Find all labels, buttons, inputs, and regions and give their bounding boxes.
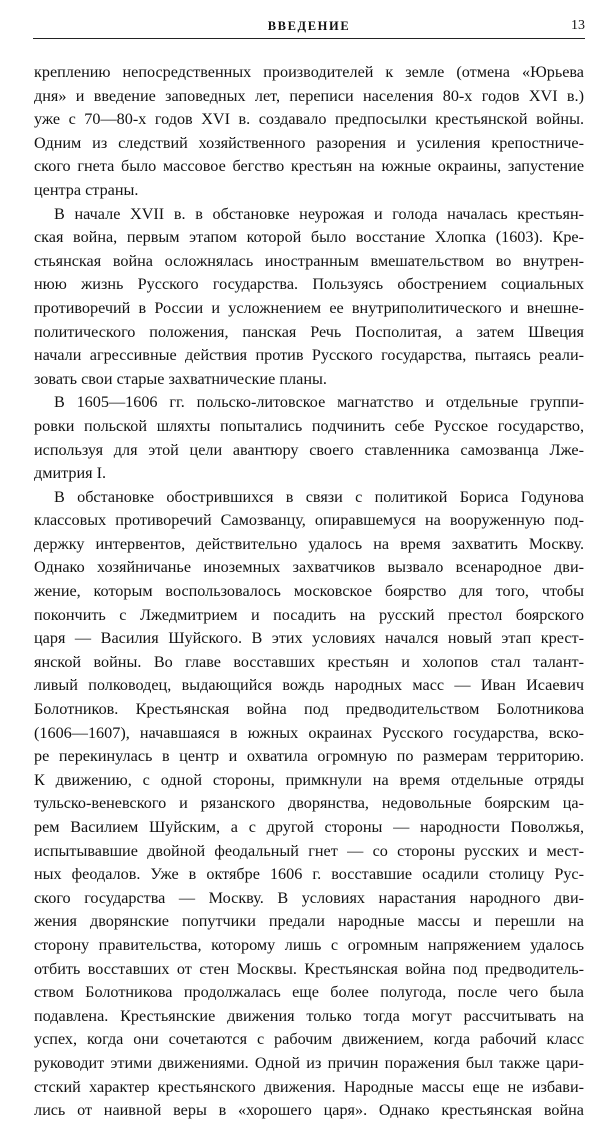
text-line: дмитрия I. bbox=[34, 464, 107, 483]
text-line: сторону правительства, которому лишь с огромным напряжением удалось bbox=[34, 935, 584, 954]
text-line: начали агрессивные действия против Русского государства, пытаясь реали- bbox=[34, 346, 584, 365]
text-line: ровки польской шляхты попытались подчинить себе Русское государство, bbox=[34, 416, 584, 435]
text-line: янской войны. Во главе восставших крестьян и холопов стал талант- bbox=[34, 652, 584, 671]
text-line: Болотников. Крестьянская война под предводительством Болотникова bbox=[34, 700, 584, 719]
paragraph bbox=[34, 486, 584, 1123]
text-line: покончить с Лжедмитрием и посадить на русский престол боярского bbox=[34, 605, 584, 624]
text-line: ре перекинулась в центр и охватила огромную по размерам территорию. bbox=[34, 747, 584, 766]
text-line: руководит этими движениями. Одной из причин поражения был также цари- bbox=[34, 1053, 584, 1072]
text-line: тульско-веневского и рязанского дворянства, недовольные боярским ца- bbox=[34, 794, 584, 813]
text-line: В обстановке обострившихся в связи с политикой Бориса Годунова bbox=[54, 487, 584, 506]
text-line: креплению непосредственных производителей к земле (отмена «Юрьева bbox=[34, 63, 584, 81]
text-line: царя — Василия Шуйского. В этих условиях начался новый этап крест- bbox=[34, 629, 584, 648]
text-line: В 1605—1606 гг. польско-литовское магнатство и отдельные группи- bbox=[54, 393, 584, 412]
text-line: Одним из следствий хозяйственного разорения и усиления крепостниче- bbox=[34, 133, 584, 152]
text-line: политического положения, панская Речь Посполитая, а затем Швеция bbox=[34, 322, 584, 341]
text-line: испытывавшие двойной феодальный гнет — со стороны русских и мест- bbox=[34, 841, 584, 860]
text-line: Однако хозяйничанье иноземных захватчиков вызвало всенародное дви- bbox=[34, 558, 584, 577]
text-line: жения дворянские попутчики предали народные массы и перешли на bbox=[34, 912, 584, 931]
text-line: классовых противоречий Самозванцу, опиравшемуся на вооруженную под- bbox=[34, 511, 584, 530]
paragraph bbox=[34, 61, 584, 203]
text-line: держку интервентов, действительно удалось на время захватить Москву. bbox=[34, 534, 584, 553]
text-line: подавлена. Крестьянские движения только тогда могут рассчитывать на bbox=[34, 1006, 584, 1025]
text-line: стьянская война осложнялась иностранным вмешательством во внутрен- bbox=[34, 251, 584, 270]
text-line: К движению, с одной стороны, примкнули на время отдельные отряды bbox=[34, 770, 584, 789]
text-line: нюю жизнь Русского государства. Пользуясь обострением социальных bbox=[34, 275, 584, 294]
page-number: 13 bbox=[571, 18, 585, 33]
text-line: В начале XVII в. в обстановке неурожая и голода началась крестьян- bbox=[54, 204, 584, 223]
paragraph bbox=[34, 391, 584, 485]
text-line: используя для этой цели авантюру своего ставленника самозванца Лже- bbox=[34, 440, 584, 459]
text-line: жение, которым воспользовалось московское боярство для того, чтобы bbox=[34, 582, 584, 601]
running-title: ВВЕДЕНИЕ bbox=[267, 19, 351, 33]
text-line: ных феодалов. Уже в октябре 1606 г. восставшие осадили столицу Рус- bbox=[34, 865, 584, 884]
text-line: успех, когда они сочетаются с рабочим движением, когда рабочий класс bbox=[34, 1030, 584, 1049]
text-line: центра страны. bbox=[34, 180, 139, 199]
text-line: лись от наивной веры в «хорошего царя». Однако крестьянская война bbox=[34, 1101, 584, 1120]
text-line: уже с 70—80-х годов XVI в. создавало предпосылки крестьянской войны. bbox=[34, 110, 584, 129]
body-text bbox=[34, 61, 584, 1123]
text-line: ливый полководец, выдающийся вождь народных масс — Иван Исаевич bbox=[34, 676, 584, 695]
text-line: стский характер крестьянского движения. Народные массы еще не избави- bbox=[34, 1077, 584, 1096]
text-line: отбить восставших от стен Москвы. Крестьянская война под предводитель- bbox=[34, 959, 584, 978]
text-line: ская война, первым этапом которой было восстание Хлопка (1603). Кре- bbox=[34, 228, 584, 247]
paragraph bbox=[34, 203, 584, 392]
text-line: ского гнета было массовое бегство крестьян на южные окраины, запустение bbox=[34, 157, 584, 176]
text-line: дня» и введение заповедных лет, переписи населения 80-х годов XVI в.) bbox=[34, 86, 584, 105]
text-line: рем Василием Шуйским, а с другой стороны — народности Поволжья, bbox=[34, 818, 584, 836]
text-line: (1606—1607), начавшаяся в южных окраинах Русского государства, вско- bbox=[34, 723, 584, 742]
text-line: зовать свои старые захватнические планы. bbox=[34, 369, 327, 388]
text-line: ского государства — Москву. В условиях нарастания народного дви- bbox=[34, 888, 584, 907]
text-line: ством Болотникова продолжалась еще более полугода, после чего была bbox=[34, 983, 584, 1002]
text-line: противоречий в России и усложнением ее внутриполитического и внешне- bbox=[34, 298, 584, 317]
running-header bbox=[33, 10, 585, 39]
